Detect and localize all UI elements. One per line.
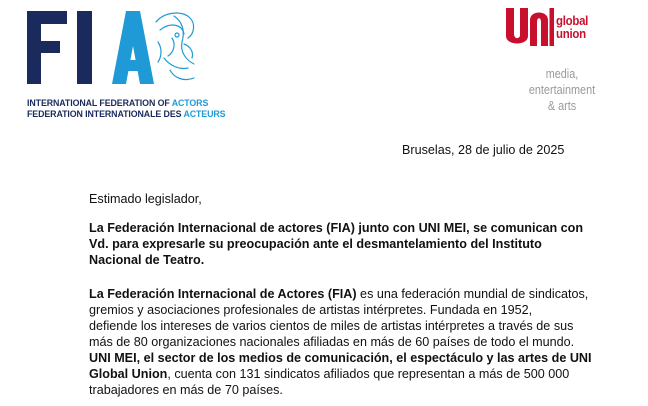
uni-global-union-logo xyxy=(500,6,630,141)
paragraph-text: es una federación mundial de sindicatos, xyxy=(356,287,589,301)
uni-global-word: global xyxy=(556,13,589,28)
paragraph-line: La Federación Internacional de actores (FIA) junto con UNI MEI, se comunican con xyxy=(89,221,584,235)
uni-mei-bold-text: UNI MEI, el sector de los medios de comunicación, el espectáculo y las artes de UNI xyxy=(89,351,592,365)
paragraph-line: trabajadores en más de 70 países. xyxy=(89,383,283,397)
paragraph-line: gremios y asociaciones profesionales de artistas intérpretes. Fundada en 1952, xyxy=(89,303,533,317)
uni-sector-line: entertainment xyxy=(528,83,596,97)
uni-sector-line: media, xyxy=(545,67,579,81)
fia-logo xyxy=(24,8,234,120)
uni-union-word: union xyxy=(556,26,586,41)
fia-name-text xyxy=(27,98,225,120)
uni-sector-text xyxy=(519,66,605,114)
paragraph-line: defiende los intereses de varios cientos de miles de artistas intérpretes a través de sus xyxy=(89,319,574,333)
paragraph-line xyxy=(89,286,592,302)
intro-paragraph xyxy=(89,220,583,268)
paragraph-line: Vd. para expresarle su preocupación ante el desmantelamiento del Instituto xyxy=(89,237,542,251)
paragraph-text: , cuenta con 131 sindicatos afiliados que representan a más de 500 000 xyxy=(167,367,570,381)
letter-date: Bruselas, 28 de julio de 2025 xyxy=(402,143,565,157)
letter-greeting: Estimado legislador, xyxy=(89,192,202,206)
fia-name-en-accent: ACTORS xyxy=(171,98,209,109)
fia-letters-logo xyxy=(24,8,234,88)
paragraph-line: Nacional de Teatro. xyxy=(89,253,205,267)
paragraph-line xyxy=(89,366,592,382)
uni-global-union-text xyxy=(556,14,588,40)
uni-mark-logo xyxy=(504,6,554,48)
fia-name-fr: FEDERATION INTERNATIONALE DES xyxy=(27,109,184,120)
global-union-bold-text: Global Union xyxy=(89,367,168,381)
fia-name-fr-accent: ACTEURS xyxy=(183,109,226,120)
face-sketch-icon xyxy=(156,13,194,80)
uni-sector-line: & arts xyxy=(547,99,577,113)
paragraph-line: más de 80 organizaciones nacionales afiliadas en más de 60 países de todo el mundo. xyxy=(89,335,575,349)
about-paragraph xyxy=(89,286,592,398)
fia-bold-name: La Federación Internacional de Actores (FIA) xyxy=(89,287,357,301)
paragraph-line xyxy=(89,350,592,366)
fia-name-en: INTERNATIONAL FEDERATION OF xyxy=(27,98,172,109)
